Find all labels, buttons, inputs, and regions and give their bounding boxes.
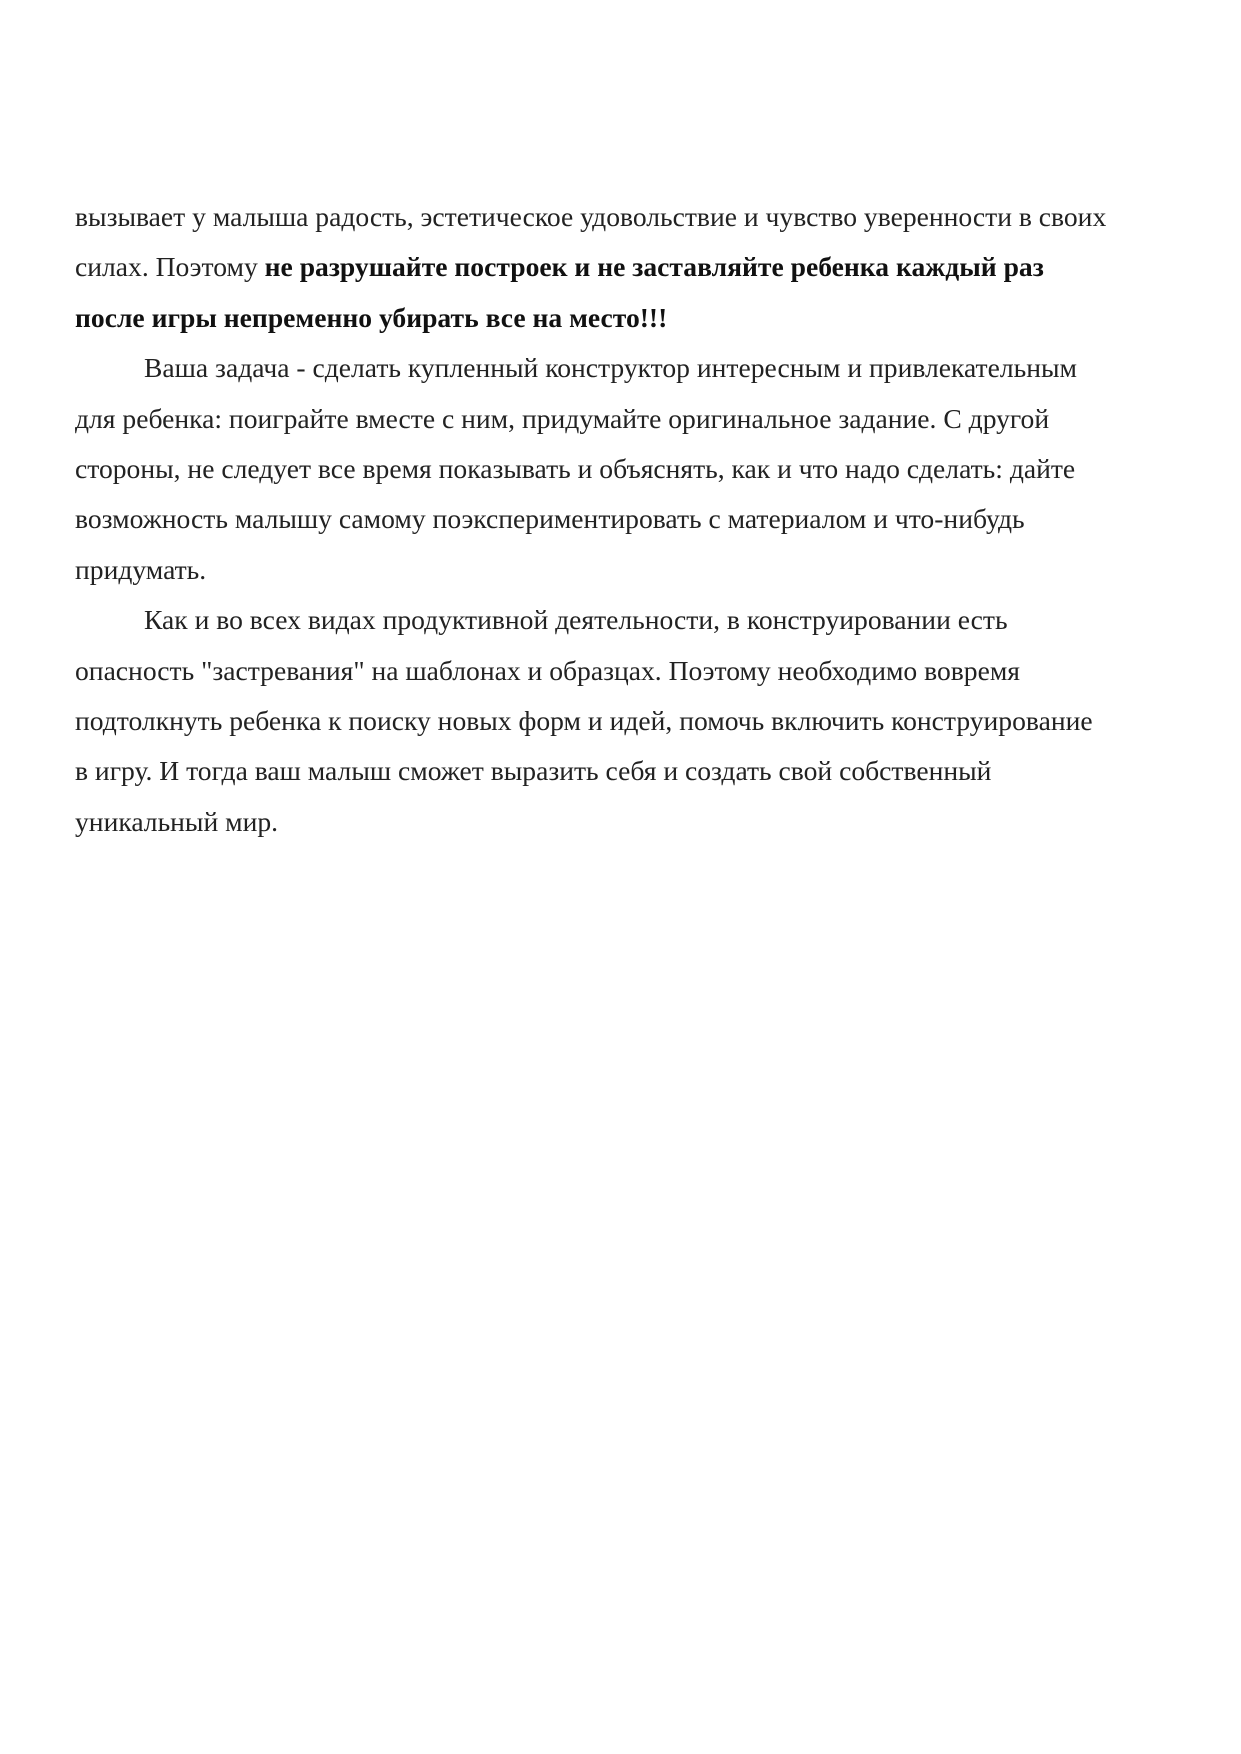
paragraph-2-line-1: Ваша задача - сделать купленный конструктор интересным и привлекательным xyxy=(144,352,1077,384)
paragraph-2-line-2: для ребенка: поиграйте вместе с ним, придумайте оригинальное задание. С другой xyxy=(75,402,1050,434)
paragraph-3-line-5: уникальный мир. xyxy=(75,805,279,837)
paragraph-1-line-1: вызывает у малыша радость, эстетическое удовольствие и чувство уверенности в своих xyxy=(75,201,1107,232)
paragraph-1-bold-text-end: после игры непременно убирать все на место!!! xyxy=(75,301,668,333)
paragraph-3-line-4: в игру. И тогда ваш малыш сможет выразить себя и создать свой собственный xyxy=(75,755,992,787)
paragraph-3-line-2: опасность "застревания" на шаблонах и образцах. Поэтому необходимо вовремя xyxy=(75,654,1020,686)
document-body xyxy=(75,192,1175,847)
paragraph-2-line-5: придумать. xyxy=(75,553,207,585)
paragraph-3-line-3: подтолкнуть ребенка к поиску новых форм и идей, помочь включить конструирование xyxy=(75,704,1093,736)
paragraph-2-line-4: возможность малышу самому поэкспериментировать с материалом и что-нибудь xyxy=(75,503,1025,535)
paragraph-2-line-3: стороны, не следует все время показывать и объяснять, как и что надо сделать: дайте xyxy=(75,452,1076,484)
paragraph-3-line-1: Как и во всех видах продуктивной деятельности, в конструировании есть xyxy=(144,604,1008,636)
paragraph-1-plain-text: силах. Поэтому xyxy=(75,251,265,283)
paragraph-1-bold-text-start: не разрушайте построек и не заставляйте ребенка каждый раз xyxy=(264,251,1044,283)
paragraph-1-line-2 xyxy=(75,242,1175,292)
